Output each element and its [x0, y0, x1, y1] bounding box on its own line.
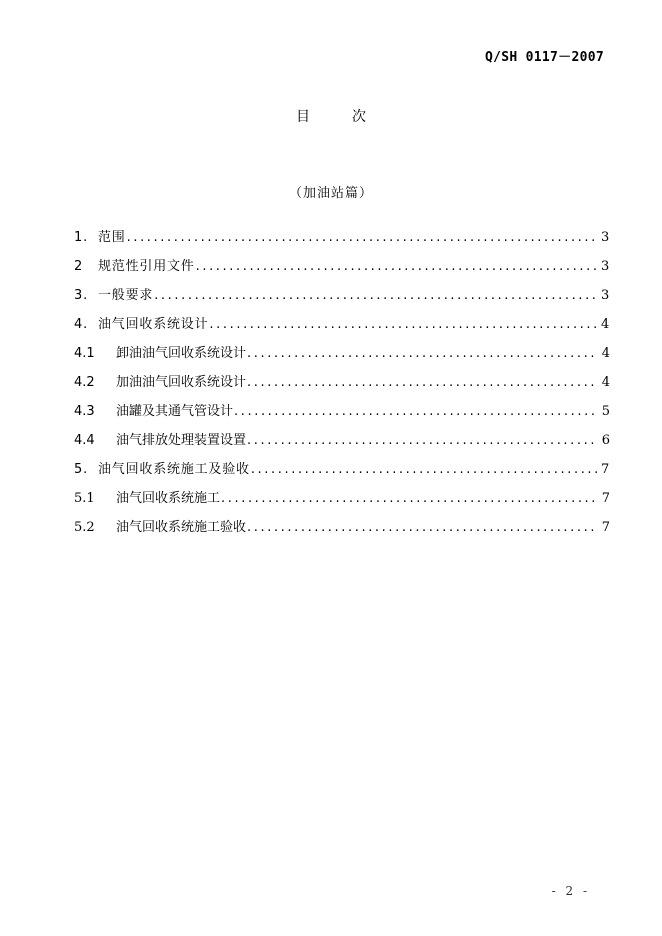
- toc-entry-page: 3: [601, 288, 611, 303]
- toc-leader-dots: [221, 487, 598, 511]
- toc-entry-page: 4: [601, 317, 611, 332]
- toc-leader-dots: [247, 371, 598, 395]
- toc-entry[interactable]: [74, 255, 610, 284]
- toc-entry[interactable]: [74, 400, 610, 429]
- toc-entry-number: 2: [74, 259, 84, 274]
- toc-entry-page: 6: [601, 433, 610, 448]
- toc-leader-dots: [251, 458, 598, 482]
- toc-entry-page: 4: [601, 375, 610, 390]
- toc-entry-number: 4.3: [74, 404, 95, 419]
- toc-entry-label: 油气回收系统施工及验收: [98, 462, 250, 477]
- toc-entry[interactable]: [74, 226, 610, 255]
- toc-entry-label: 油气回收系统施工验收: [116, 520, 247, 535]
- toc-entry-number: 5.1: [74, 491, 95, 506]
- toc-entry[interactable]: [74, 429, 610, 458]
- toc-entry-label: 规范性引用文件: [98, 259, 195, 274]
- toc-entry-page: 5: [601, 404, 610, 419]
- toc-entry-label: 油气回收系统施工: [116, 491, 221, 506]
- toc-entry[interactable]: [74, 458, 610, 487]
- toc-subtitle: （加油站篇）: [288, 186, 373, 201]
- toc-leader-dots: [154, 284, 598, 308]
- toc-entry-number: 4.4: [74, 433, 95, 448]
- document-code: Q/SH 0117－2007: [485, 50, 604, 65]
- toc-entry-label: 油气回收系统设计: [98, 317, 209, 332]
- toc-leader-dots: [127, 226, 598, 250]
- toc-entry-label: 卸油油气回收系统设计: [116, 346, 247, 361]
- toc-entry-number: 4.1: [74, 346, 95, 361]
- toc-leader-dots: [247, 516, 598, 540]
- toc-entry-label: 一般要求: [98, 288, 154, 303]
- toc-entry-page: 7: [601, 520, 610, 535]
- toc-entry-label: 加油油气回收系统设计: [116, 375, 247, 390]
- toc-entry[interactable]: [74, 284, 610, 313]
- toc-entry-page: 7: [601, 491, 610, 506]
- toc-entry-number: 1.: [74, 230, 89, 245]
- toc-entry-page: 3: [601, 230, 611, 245]
- toc-entry-page: 7: [601, 462, 611, 477]
- toc-entry-number: 3.: [74, 288, 89, 303]
- toc-entry-label: 油气排放处理装置设置: [116, 433, 247, 448]
- toc-entry[interactable]: [74, 313, 610, 342]
- toc-entry[interactable]: [74, 342, 610, 371]
- table-of-contents: [74, 226, 610, 545]
- toc-entry[interactable]: [74, 487, 610, 516]
- toc-entry-number: 4.2: [74, 375, 95, 390]
- toc-entry[interactable]: [74, 371, 610, 400]
- page-number: - 2 -: [551, 884, 590, 898]
- toc-entry-number: 5.2: [74, 520, 95, 535]
- toc-leader-dots: [234, 400, 598, 424]
- toc-title: 目 次: [296, 109, 380, 125]
- toc-entry-page: 4: [601, 346, 610, 361]
- toc-leader-dots: [247, 429, 598, 453]
- toc-entry-label: 范围: [98, 230, 126, 245]
- toc-entry-number: 4.: [74, 317, 89, 332]
- toc-leader-dots: [209, 313, 598, 337]
- toc-entry[interactable]: [74, 516, 610, 545]
- toc-entry-label: 油罐及其通气管设计: [116, 404, 234, 419]
- toc-entry-number: 5.: [74, 462, 89, 477]
- toc-leader-dots: [247, 342, 598, 366]
- toc-entry-page: 3: [601, 259, 611, 274]
- toc-leader-dots: [196, 255, 598, 279]
